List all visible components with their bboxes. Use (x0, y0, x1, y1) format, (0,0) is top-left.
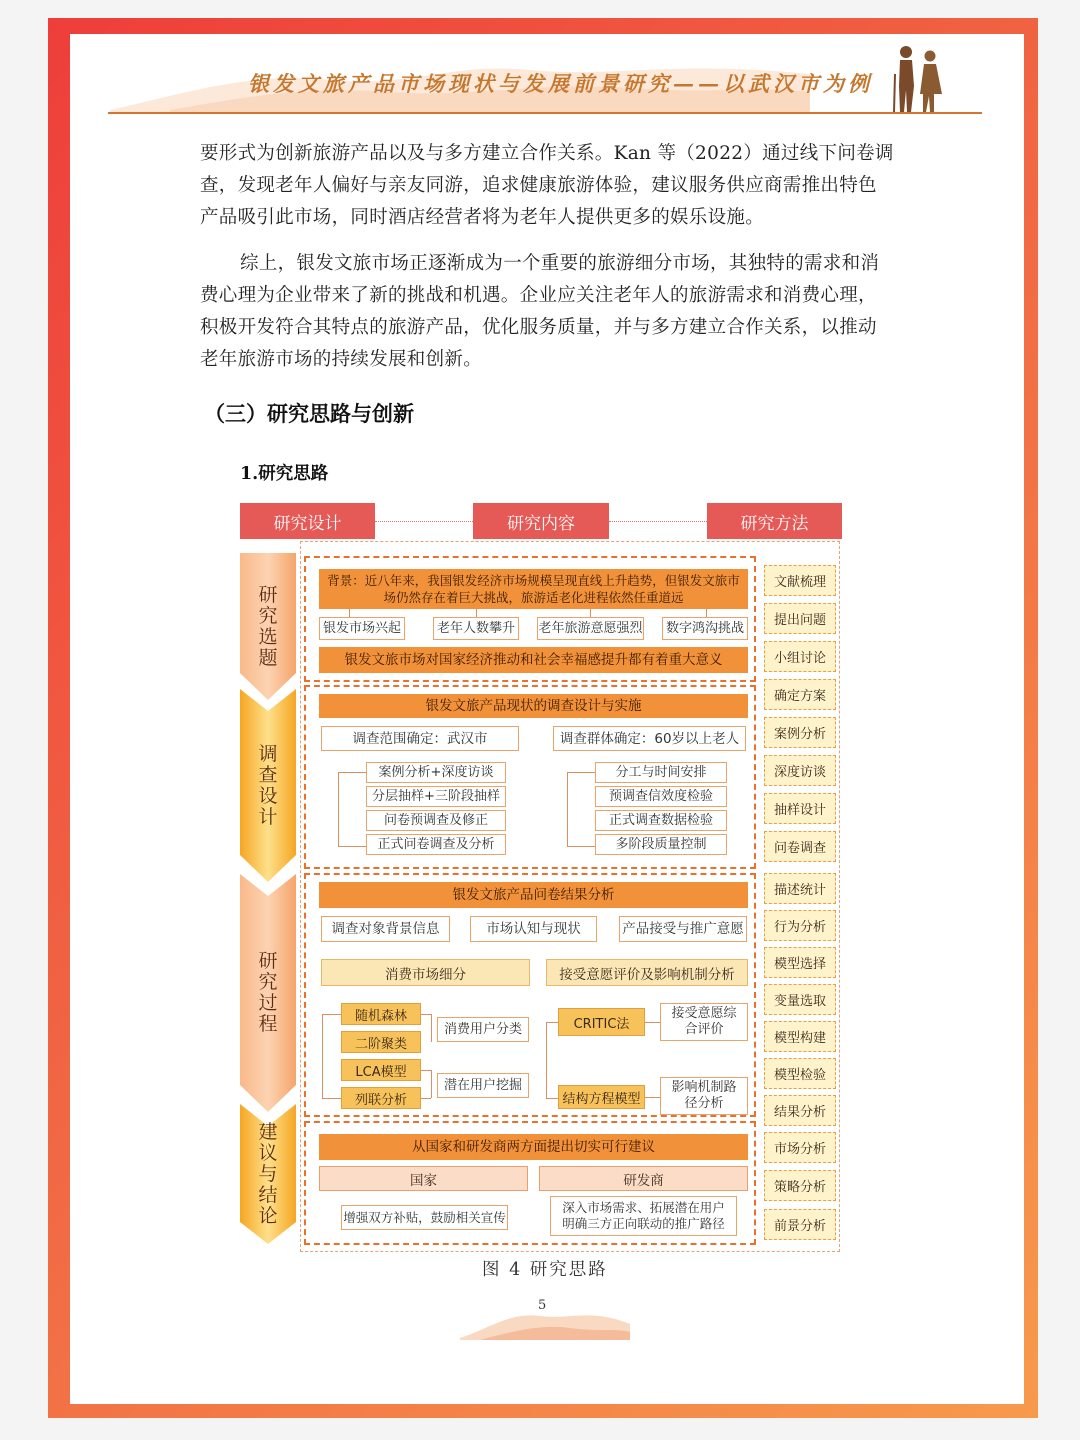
survey-group-box: 调查群体确定：60岁以上老人 (553, 726, 746, 751)
connector (322, 1014, 341, 1015)
method-item: 变量选取 (764, 984, 836, 1015)
method-lca: LCA模型 (341, 1059, 421, 1081)
method-item: 结果分析 (764, 1095, 836, 1126)
method-two-step-cluster: 二阶聚类 (341, 1031, 421, 1053)
factor-item: 老年人数攀升 (433, 617, 519, 640)
paragraph-2: 综上，银发文旅市场正逐渐成为一个重要的旅游细分市场，其独特的需求和消费心理为企业带来了新的挑战和机遇。企业应关注老年人的旅游需求和消费心理，积极开发符合其特点的旅游产品，优化服务质量，并与多方建立合作关系，以推动老年旅游市场的持续发展和创新。 (200, 253, 880, 370)
method-item: 行为分析 (764, 910, 836, 941)
method-item: 模型选择 (764, 947, 836, 978)
connector (706, 609, 707, 617)
developer-suggestion: 深入市场需求、拓展潜在用户明确三方正向联动的推广路径 (550, 1196, 737, 1236)
method-item: 文献梳理 (764, 565, 836, 596)
country-suggestion: 增强双方补贴，鼓励相关宣传 (341, 1205, 508, 1230)
section-heading: （三）研究思路与创新 (204, 402, 414, 426)
suggestion-title-box: 从国家和研发商两方面提出切实可行建议 (319, 1134, 748, 1160)
analysis-item: 产品接受与推广意愿 (619, 916, 747, 942)
page-number: 5 (538, 1298, 547, 1313)
method-item: 市场分析 (764, 1132, 836, 1163)
potential-user-mining: 潜在用户挖掘 (437, 1073, 529, 1098)
connector (567, 846, 595, 847)
connector (476, 609, 477, 617)
mechanism-path: 影响机制路径分析 (660, 1077, 748, 1115)
analysis-item: 调查对象背景信息 (321, 916, 450, 942)
connector (567, 772, 595, 773)
connector (546, 1098, 558, 1099)
survey-left-item: 问卷预调查及修正 (366, 810, 506, 831)
connector (645, 1022, 660, 1023)
factor-item: 老年旅游意愿强烈 (537, 617, 644, 640)
method-item: 模型检验 (764, 1058, 836, 1089)
header-title: 银发文旅产品市场现状与发展前景研究——以武汉市为例 (248, 71, 873, 96)
stage-survey-design (240, 689, 296, 882)
method-item: 描述统计 (764, 873, 836, 904)
subheading: 1.研究思路 (240, 464, 329, 484)
survey-right-item: 正式调查数据检验 (595, 810, 727, 831)
connector (546, 1022, 558, 1023)
connector (431, 1070, 432, 1098)
significance-box: 银发文旅市场对国家经济推动和社会幸福感提升都有着重大意义 (319, 647, 748, 673)
analysis-title-box: 银发文旅产品问卷结果分析 (319, 882, 748, 908)
connector (567, 772, 568, 846)
connector (431, 1014, 432, 1042)
method-sem: 结构方程模型 (558, 1085, 645, 1109)
method-crosstab: 列联分析 (341, 1087, 421, 1109)
connector (421, 1070, 431, 1071)
method-item: 抽样设计 (764, 793, 836, 824)
connector (421, 1014, 431, 1015)
acceptance-head: 接受意愿评价及影响机制分析 (546, 959, 748, 986)
method-critic: CRITIC法 (558, 1008, 645, 1036)
method-item: 策略分析 (764, 1170, 836, 1201)
stage-survey-design-label: 调查设计 (258, 742, 278, 828)
top-connector (609, 521, 707, 522)
acceptance-eval: 接受意愿综合评价 (660, 1003, 748, 1041)
consumer-classification: 消费用户分类 (437, 1017, 529, 1042)
method-item: 小组讨论 (764, 641, 836, 672)
connector (322, 1014, 323, 1098)
background-box: 背景：近八年来，我国银发经济市场规模呈现直线上升趋势，但银发文旅市场仍然存在着巨大挑战，旅游适老化进程依然任重道远 (319, 569, 748, 609)
survey-right-item: 多阶段质量控制 (595, 834, 727, 855)
paragraph-1: 要形式为创新旅游产品以及与多方建立合作关系。Kan 等（2022）通过线下问卷调查，发现老年人偏好与亲友同游，追求健康旅游体验，建议服务供应商需推出特色产品吸引此市场，同时酒店经营者将为老年人提供更多的娱乐设施。 (200, 143, 894, 228)
connector (590, 609, 591, 617)
stage-conclusion (240, 1104, 296, 1244)
survey-scope-box: 调查范围确定：武汉市 (321, 726, 519, 751)
survey-right-item: 分工与时间安排 (595, 762, 727, 783)
method-item: 提出问题 (764, 603, 836, 634)
top-label-method: 研究方法 (707, 503, 842, 539)
factor-item: 数字鸿沟挑战 (662, 617, 748, 640)
connector (421, 1098, 431, 1099)
connector (338, 772, 366, 773)
survey-left-item: 正式问卷调查及分析 (366, 834, 506, 855)
factor-item: 银发市场兴起 (319, 617, 405, 640)
method-item: 案例分析 (764, 717, 836, 748)
connector (322, 1098, 341, 1099)
country-head: 国家 (319, 1166, 528, 1191)
method-item: 深度访谈 (764, 755, 836, 786)
stage-topic-label: 研究选题 (258, 583, 278, 669)
survey-left-item: 分层抽样+三阶段抽样 (366, 786, 506, 807)
analysis-item: 市场认知与现状 (470, 916, 597, 942)
top-label-content: 研究内容 (473, 503, 609, 539)
connector (546, 1022, 547, 1098)
method-item: 模型构建 (764, 1021, 836, 1052)
stage-conclusion-label: 建议与结论 (258, 1120, 278, 1227)
stage-topic (240, 553, 296, 700)
figure-caption: 图 4 研究思路 (482, 1260, 608, 1280)
survey-title-box: 银发文旅产品现状的调查设计与实施 (319, 694, 748, 718)
method-item: 确定方案 (764, 679, 836, 710)
method-item: 前景分析 (764, 1209, 836, 1240)
stage-process-label: 研究过程 (258, 950, 278, 1035)
method-item: 问卷调查 (764, 831, 836, 862)
stage-process (240, 874, 296, 1112)
top-connector (375, 521, 473, 522)
connector (349, 609, 350, 617)
connector (645, 1097, 660, 1098)
developer-head: 研发商 (539, 1166, 748, 1191)
connector (338, 772, 339, 846)
method-random-forest: 随机森林 (341, 1003, 421, 1025)
connector (338, 846, 366, 847)
survey-left-item: 案例分析+深度访谈 (366, 762, 506, 783)
survey-right-item: 预调查信效度检验 (595, 786, 727, 807)
market-segment-head: 消费市场细分 (321, 959, 530, 986)
top-label-design: 研究设计 (240, 503, 375, 539)
